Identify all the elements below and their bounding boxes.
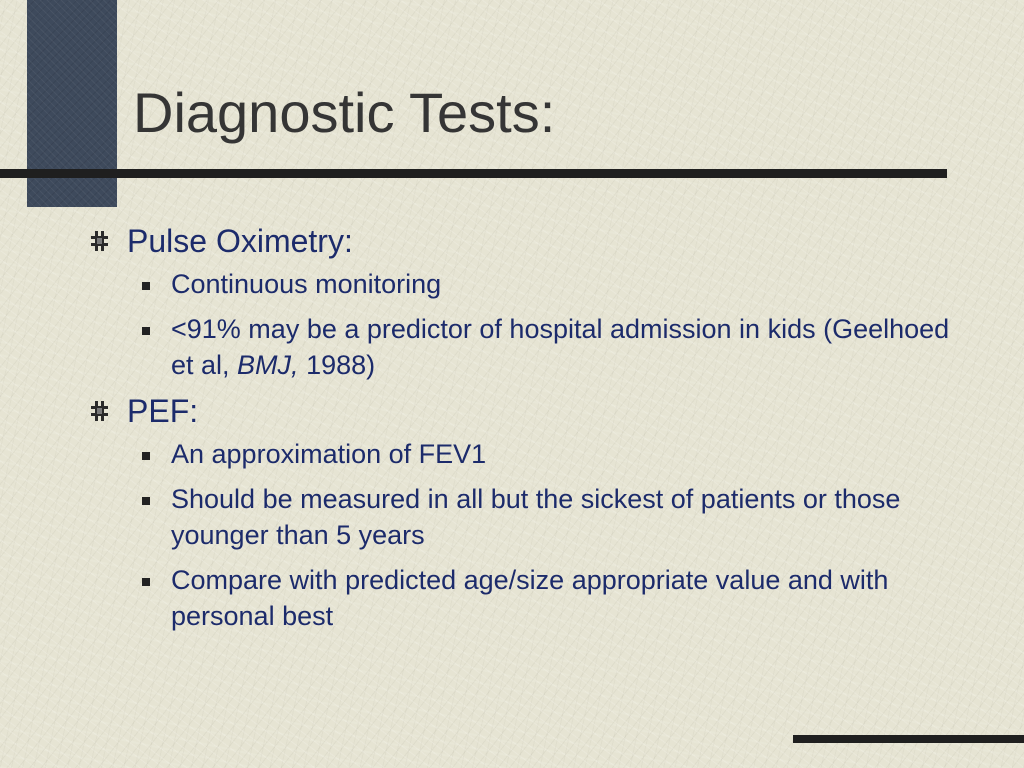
filled-square-bullet-icon: [142, 452, 150, 460]
ornate-square-bullet-icon: [91, 231, 108, 251]
ornate-square-bullet-icon: [91, 401, 108, 421]
list-item: [90, 436, 950, 472]
section-heading-label: PEF:: [127, 393, 199, 429]
filled-square-bullet-icon: [142, 327, 150, 335]
list-item-text: Should be measured in all but the sickest of patients or those younger than 5 years: [171, 484, 901, 550]
citation-year: 1988): [298, 350, 376, 380]
bullet-list: [90, 266, 950, 383]
list-item: [90, 266, 950, 302]
footer-divider: [793, 735, 1024, 743]
title-divider: [0, 169, 947, 178]
filled-square-bullet-icon: [142, 282, 150, 290]
list-item-text: Compare with predicted age/size appropriate value and with personal best: [171, 565, 889, 631]
list-item-text: Continuous monitoring: [171, 269, 442, 299]
filled-square-bullet-icon: [142, 578, 150, 586]
filled-square-bullet-icon: [142, 497, 150, 505]
list-item-text: <91% may be a predictor of hospital admission in kids (Geelhoed et al,: [171, 314, 950, 380]
slide-title: Diagnostic Tests:: [133, 81, 556, 144]
slide-body: [90, 222, 950, 643]
list-item: [90, 481, 950, 553]
bullet-list: [90, 436, 950, 634]
citation-journal: BMJ,: [237, 350, 299, 380]
section-heading-label: Pulse Oximetry:: [127, 223, 353, 259]
list-item-text: An approximation of FEV1: [171, 439, 487, 469]
list-item: [90, 311, 950, 383]
list-item: [90, 562, 950, 634]
section-heading-pulse-oximetry: [90, 222, 950, 260]
section-heading-pef: [90, 392, 950, 430]
